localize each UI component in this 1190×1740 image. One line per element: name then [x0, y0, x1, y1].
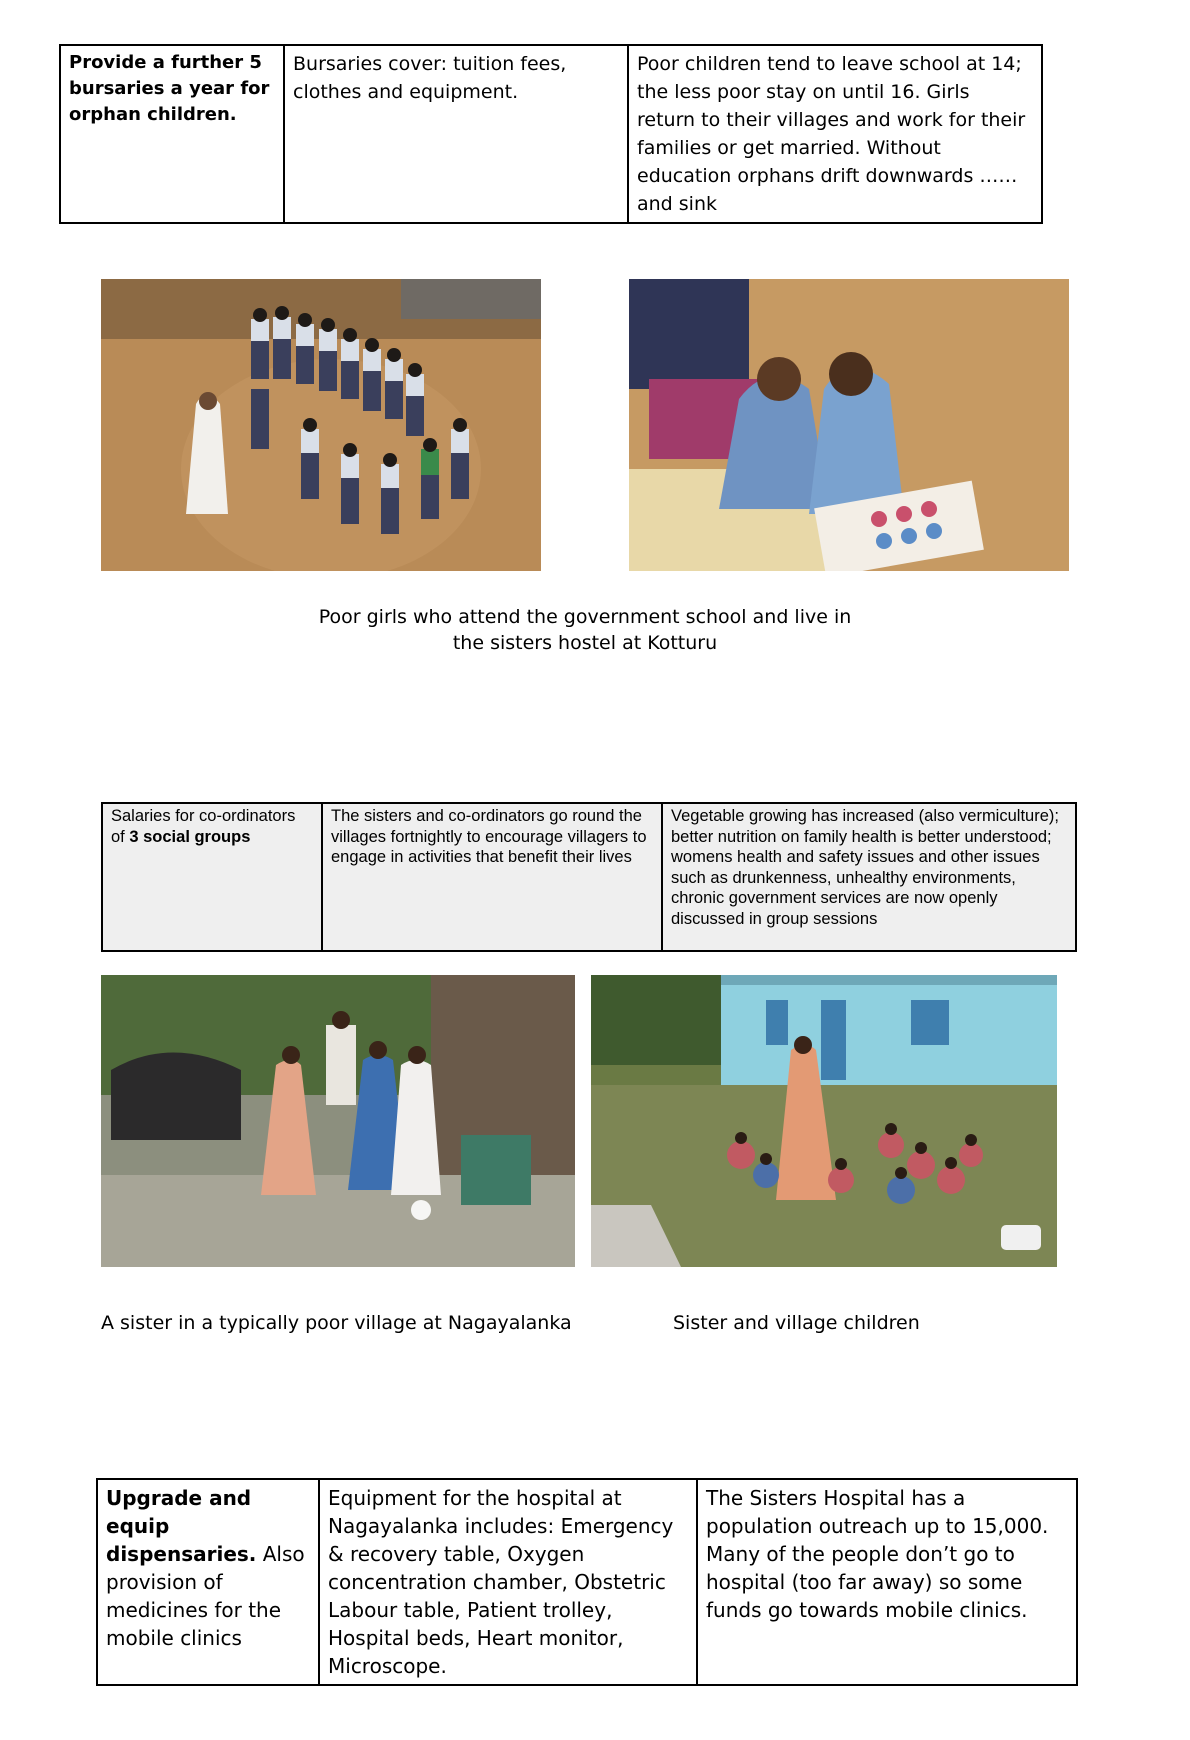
bursaries-coverage-cell: Bursaries cover: tuition fees, clothes and equipment.: [284, 45, 628, 223]
caption-line: Poor girls who attend the government school and live in: [318, 606, 852, 628]
photo-sister-and-children: [591, 975, 1057, 1267]
dispensaries-equipment-cell: Equipment for the hospital at Nagayalanka includes: Emergency & recovery table, Oxygen concentration chamber, Obstetric Labour table, Patient trolley, Hospital beds, Heart monitor, Microscope.: [319, 1479, 697, 1685]
social-groups-outcome-cell: Vegetable growing has increased (also vermiculture); better nutrition on family health is better understood; womens health and safety issues and other issues such as drunkenness, unhealthy environments, chronic government services are now openly discussed in group sessions: [662, 803, 1076, 951]
photo-caption-kotturu: [0, 604, 1170, 656]
dispensaries-request-cell: [97, 1479, 319, 1685]
social-groups-table: [101, 802, 1077, 952]
request-text: Salaries for co-ordinators of: [111, 807, 296, 846]
request-text: Also provision of medicines for the mobile clinics: [106, 1542, 305, 1650]
caption-line: the sisters hostel at Kotturu: [452, 632, 718, 654]
photo-sister-in-village: [101, 975, 575, 1267]
social-groups-request-cell: [102, 803, 322, 951]
photo-caption-nagayalanka: A sister in a typically poor village at Nagayalanka: [101, 1312, 572, 1334]
social-groups-activity-cell: The sisters and co-ordinators go round the villages fortnightly to encourage villagers to engage in activities that benefit their lives: [322, 803, 662, 951]
dispensaries-table: [96, 1478, 1078, 1686]
request-emphasis: Upgrade and equip dispensaries.: [106, 1486, 257, 1566]
table-row: [97, 1479, 1077, 1685]
photo-girls-reading: [629, 279, 1069, 571]
request-emphasis: 3 social groups: [129, 827, 251, 846]
bursaries-request-cell: Provide a further 5 bursaries a year for orphan children.: [60, 45, 284, 223]
bursaries-table: [59, 44, 1043, 224]
table-row: [60, 45, 1042, 223]
bursaries-rationale-cell: Poor children tend to leave school at 14; the less poor stay on until 16. Girls return to their villages and work for their families or get married. Without education orphans drift downwards …… and sink: [628, 45, 1042, 223]
dispensaries-outreach-cell: The Sisters Hospital has a population outreach up to 15,000. Many of the people don’t go to hospital (too far away) so some funds go towards mobile clinics.: [697, 1479, 1077, 1685]
photo-sister-with-schoolgirls: [101, 279, 541, 571]
table-row: [102, 803, 1076, 951]
photo-caption-children: Sister and village children: [673, 1312, 920, 1334]
